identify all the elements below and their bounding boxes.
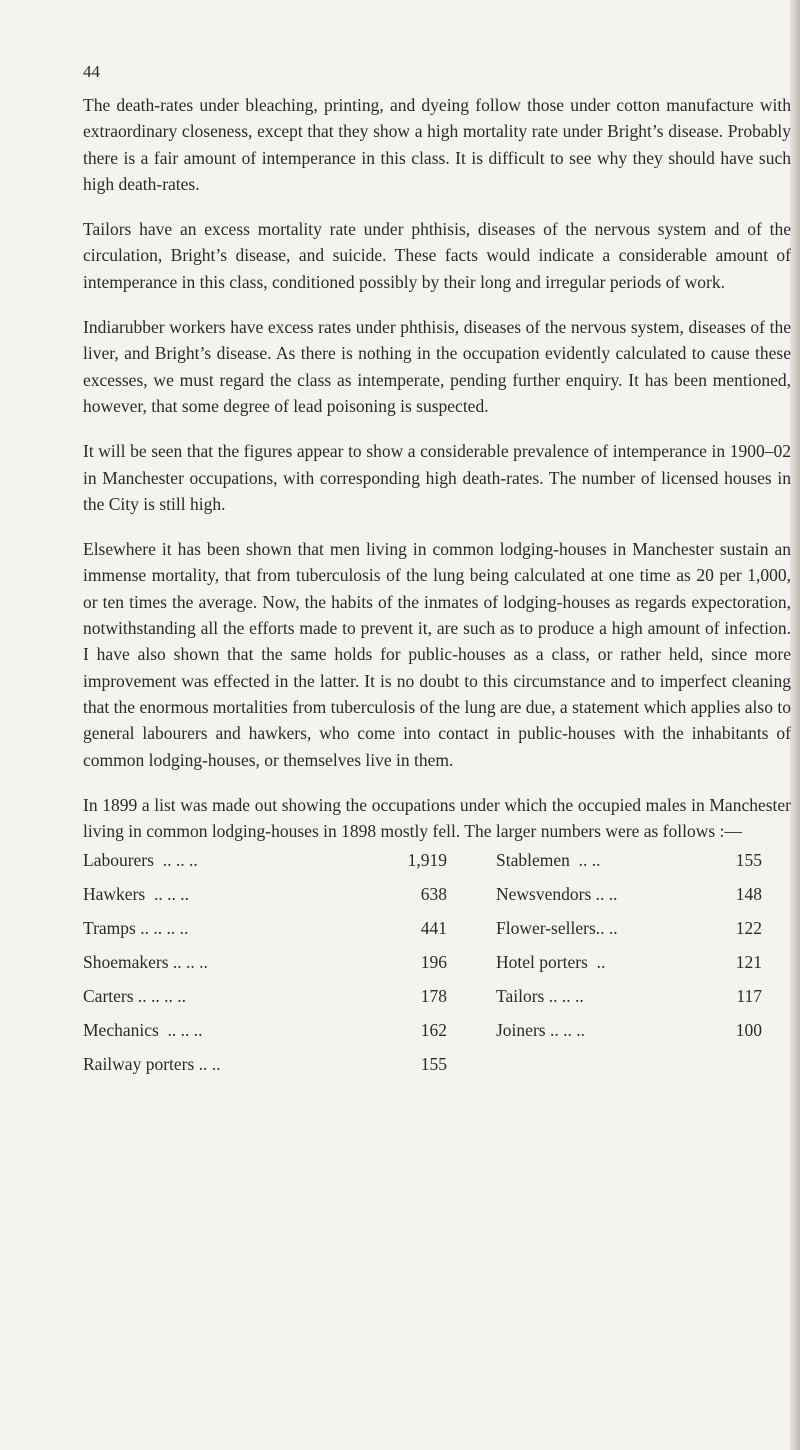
occupation-name: Labourers .. .. .. <box>83 850 198 871</box>
occupation-name: Hawkers .. .. .. <box>83 884 189 905</box>
occupations-left-column <box>83 850 496 1088</box>
occupation-count: 148 <box>735 884 762 905</box>
occupation-row <box>83 918 447 952</box>
paragraph-lodging-houses: Elsewhere it has been shown that men living in common lodging-houses in Manchester sustain an immense mortality, that from tuberculosis of the lung being calculated at one time as 20 per 1,000, or ten times the average. Now, the habits of the inmates of lodging-houses as regards expectoration, notwithstanding all the efforts made to prevent it, are such as to produce a high amount of infection. I have also shown that the same holds for public-houses as a class, or rather held, since more improvement was effected in the latter. It is no doubt to this circumstance and to imperfect cleaning that the enormous mortalities from tuberculosis of the lung are due, a statement which applies also to general labourers and hawkers, who come into contact in public-houses with the inhabitants of common lodging-houses, or themselves live in them. <box>83 539 791 770</box>
occupation-count: 196 <box>420 952 447 973</box>
occupation-name: Tailors .. .. .. <box>496 986 584 1007</box>
paragraph-occupations-list-intro: In 1899 a list was made out showing the occupations under which the occupied males in Manchester living in common lodging-houses in 1898 mostly fell. The larger numbers were as follows :— <box>83 794 791 842</box>
occupation-name: Mechanics .. .. .. <box>83 1020 203 1041</box>
occupation-count: 121 <box>735 952 762 973</box>
occupation-row <box>496 1020 762 1054</box>
occupation-count: 155 <box>420 1054 447 1075</box>
page-edge <box>790 0 800 1450</box>
occupation-row <box>496 884 762 918</box>
occupation-name: Joiners .. .. .. <box>496 1020 585 1041</box>
occupation-name: Hotel porters .. <box>496 952 606 973</box>
occupation-name: Shoemakers .. .. .. <box>83 952 208 973</box>
occupation-count: 441 <box>420 918 447 939</box>
paragraph-bleaching: The death-rates under bleaching, printing, and dyeing follow those under cotton manufacture with extraordinary closeness, except that they show a high mortality rate under Bright’s disease. Probably there is a fair amount of intemperance in this class. It is difficult to see why they should have such high death-rates. <box>83 95 791 194</box>
occupation-name: Tramps .. .. .. .. <box>83 918 189 939</box>
occupation-count: 100 <box>735 1020 762 1041</box>
page-number: 44 <box>83 62 100 81</box>
occupation-row <box>83 952 447 986</box>
occupation-row <box>83 1054 447 1088</box>
occupation-count: 155 <box>735 850 762 871</box>
occupation-row <box>496 850 762 884</box>
occupation-count: 178 <box>420 986 447 1007</box>
occupations-table <box>83 850 791 1088</box>
paragraph-indiarubber: Indiarubber workers have excess rates under phthisis, diseases of the nervous system, diseases of the liver, and Bright’s disease. As there is nothing in the occupation evidently calculated to cause these excesses, we must regard the class as intemperate, pending further enquiry. It has been mentioned, however, that some degree of lead poisoning is suspected. <box>83 317 791 416</box>
occupation-row <box>83 1020 447 1054</box>
occupation-row <box>83 850 447 884</box>
occupation-row <box>496 918 762 952</box>
occupation-count: 162 <box>420 1020 447 1041</box>
occupation-name: Railway porters .. .. <box>83 1054 221 1075</box>
paragraph-tailors: Tailors have an excess mortality rate under phthisis, diseases of the nervous system and of the circulation, Bright’s disease, and suicide. These facts would indicate a considerable amount of intemperance in this class, conditioned possibly by their long and irregular periods of work. <box>83 219 791 292</box>
paragraph-intemperance: It will be seen that the figures appear to show a considerable prevalence of intemperance in 1900–02 in Manchester occupations, with corresponding high death-rates. The number of licensed houses in the City is still high. <box>83 441 791 514</box>
occupation-row <box>83 986 447 1020</box>
occupation-name: Stablemen .. .. <box>496 850 601 871</box>
occupation-row <box>496 952 762 986</box>
occupation-count: 117 <box>736 986 762 1007</box>
occupation-row <box>83 884 447 918</box>
occupation-name: Flower-sellers.. .. <box>496 918 618 939</box>
occupation-count: 1,919 <box>407 850 447 871</box>
occupation-name: Newsvendors .. .. <box>496 884 618 905</box>
occupation-count: 638 <box>420 884 447 905</box>
occupation-count: 122 <box>735 918 762 939</box>
page-body <box>83 92 791 1088</box>
occupations-right-column <box>496 850 791 1088</box>
occupation-row <box>496 986 762 1020</box>
occupation-name: Carters .. .. .. .. <box>83 986 187 1007</box>
